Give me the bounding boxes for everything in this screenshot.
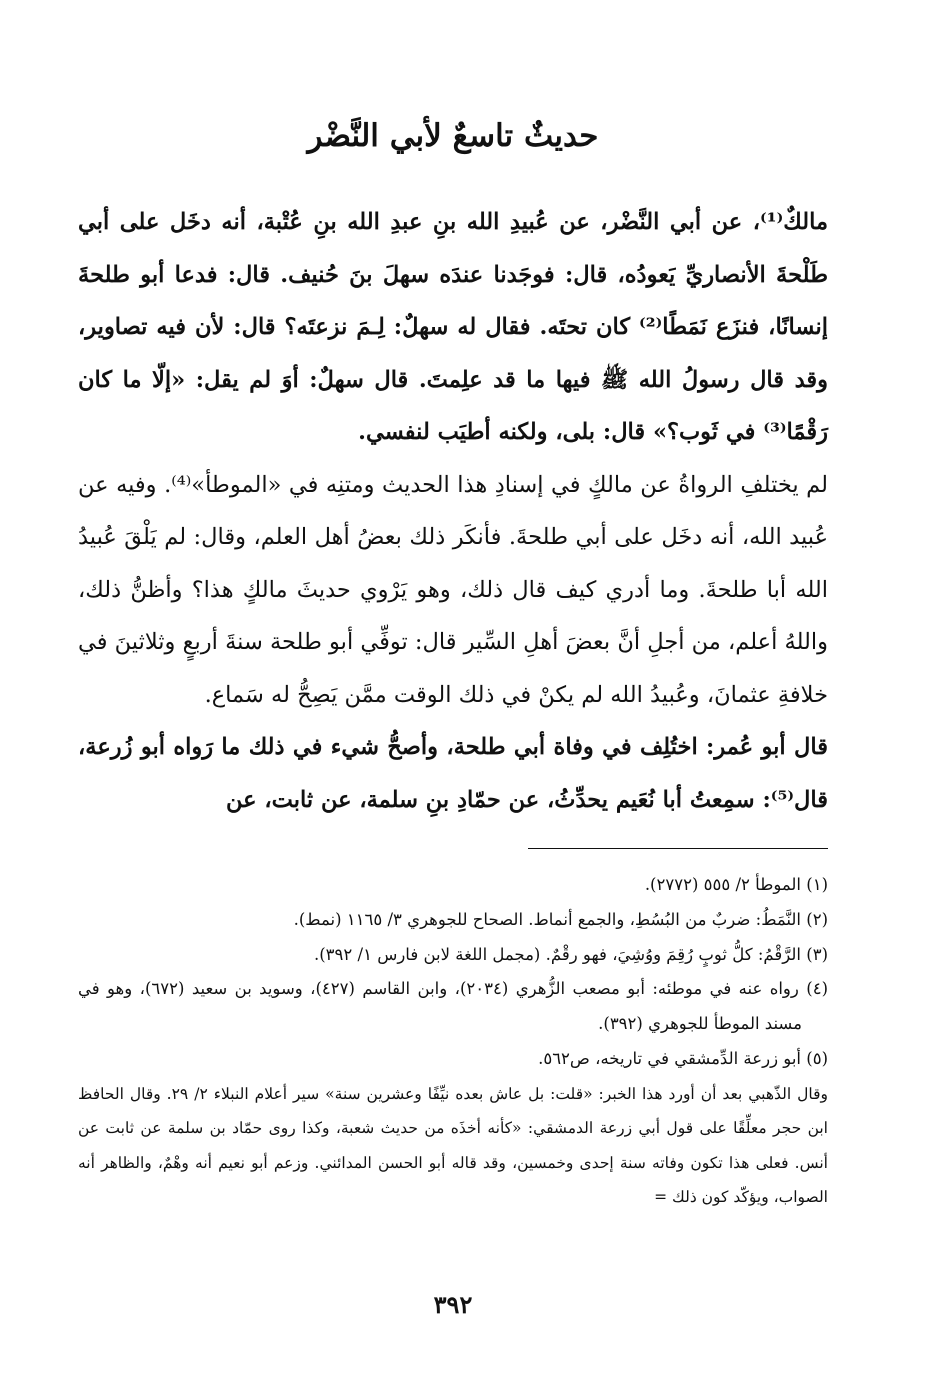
- main-text: [78, 196, 828, 826]
- footnote-separator: [528, 848, 828, 849]
- book-page: [78, 0, 828, 1376]
- footnote-2: (٢) النَّمَطُ: ضربٌ من البُسُطِ، والجمع أنماط. الصحاح للجوهري ٣/ ١١٦٥ (نمط).: [293, 909, 828, 929]
- footnotes: [78, 868, 828, 1215]
- footnote-1: (١) الموطأ ٢/ ٥٥٥ (٢٧٧٢).: [644, 875, 828, 894]
- footnote-3: (٣) الرَّقْمُ: كلُّ ثوبٍ رُقِمَ ووُشِيَ، فهو رقْمٌ. (مجمل اللغة لابن فارس ١/ ٣٩٢).: [313, 944, 828, 964]
- page-number: ٣٩٢: [433, 1290, 473, 1319]
- footnote-continuation: وقال الذّهبي بعد أن أورد هذا الخبر: «قلت: بل عاش بعده نيِّفًا وعشرين سنة» سير أعلام النبلاء ٢/ ٢٩. وقال الحافظ ابن حجر معلِّقًا على قول أبي زرعة الدمشقي: «كأنه أخذَه من حديث شعبة، وكذا روى حمّاد بن سلمة عن ثابت عن أنس. فعلى هذا تكون وفاته سنة إحدى وخمسين، وقد قاله أبو الحسن المدائني. وزعم أبو نعيم أنه وهْمٌ، والظاهر أنه الصواب، ويؤكّد كون ذلك =: [78, 1084, 828, 1207]
- hadith-paragraph: مالكٌ⁽¹⁾، عن أبي النَّضْر، عن عُبيدِ الله بنِ عبدِ الله بنِ عُتْبة، أنه دخَل على أبي طَلْحةَ الأنصاريِّ يَعودُه، قال: فوجَدنا عندَه سهلَ بنَ حُنيف. قال: فدعا أبو طلحةَ إنسانًا، فنزَع نَمَطًا⁽²⁾ كان تحتَه. فقال له سهلٌ: لِـمَ نزعتَه؟ قال: لأن فيه تصاوير، وقد قال رسولُ الله ﷺ فيها ما قد علِمتَ. قال سهلٌ: أوَ لم يقل: «إلّا ما كان رَقْمًا⁽³⁾ في ثَوب؟» قال: بلى، ولكنه أطيَب لنفسي.: [78, 209, 829, 445]
- footnote-5: (٥) أبو زرعة الدِّمشقي في تاريخه، ص٥٦٢.: [538, 1048, 828, 1068]
- chapter-title: حديثٌ تاسعٌ لأبي النَّضْر: [307, 118, 599, 154]
- abu-umar-paragraph: قال أبو عُمر: اختُلِف في وفاة أبي طلحة، وأصحُّ شيء في ذلك ما رَواه أبو زُرعة، قال⁽⁵⁾: سمِعتُ أبا نُعَيم يحدِّثُ، عن حمّادِ بنِ سلمة، عن ثابت، عن: [78, 734, 828, 813]
- commentary-paragraph: لم يختلفِ الرواةُ عن مالكٍ في إسنادِ هذا الحديث ومتنِه في «الموطأ»⁽⁴⁾. وفيه عن عُبيد الله، أنه دخَل على أبي طلحةَ. فأنكَر ذلك بعضُ أهل العلم، وقال: لم يَلْقَ عُبيدُ الله أبا طلحةَ. وما أدري كيف قال ذلك، وهو يَرْوي حديثَ مالكٍ هذا؟ وأظنُّ ذلك، واللهُ أعلم، من أجلِ أنَّ بعضَ أهلِ السِّير قال: توفِّي أبو طلحة سنةَ أربعٍ وثلاثينَ في خلافةِ عثمانَ، وعُبيدُ الله لم يكنْ في ذلك الوقت ممَّن يَصِحُّ له سَماع.: [78, 471, 828, 708]
- footnote-4: (٤) رواه عنه في موطئه: أبو مصعب الزُّهري (٢٠٣٤)، وابن القاسم (٤٢٧)، وسويد بن سعيد (٦٧٢)، وهو في مسند الموطأ للجوهري (٣٩٢).: [78, 979, 829, 1034]
